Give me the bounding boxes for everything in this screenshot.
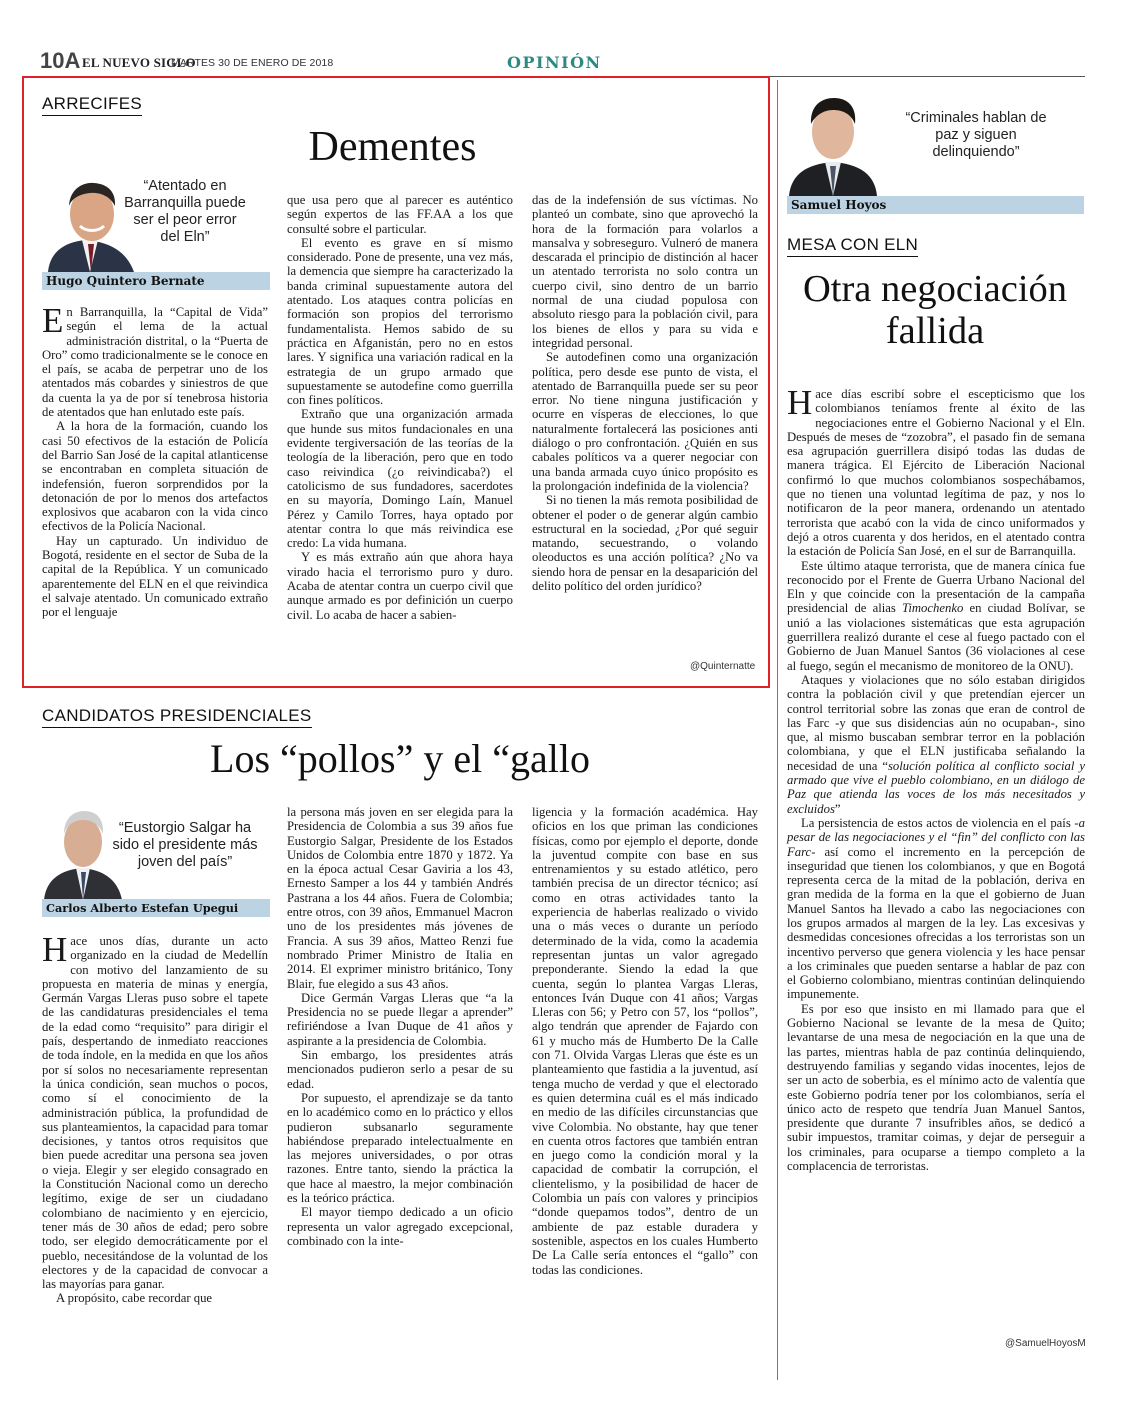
pull-quote: “Criminales hablan de paz y siguen delinquiendo” xyxy=(905,110,1047,160)
article2-column-2: la persona más joven en ser elegida para la Presidencia de Colombia a sus 39 años fue Eustorgio Salgar, Presidente de los Estados Unidos de Colombia entre 1870 y 1872. Ya en la época actual Cesar Gaviria a los 43, Ernesto Samper a los 44 y también Andrés Pastrana a los 44 años. Fuera de Colombia; entre otros, con 39 años, Emmanuel Macron uno de los presidentes más jóvenes de Francia. A sus 39 años, Matteo Renzi fue nombrado Primer Ministro de Italia en 2014. El exprimer ministro británico, Tony Blair, fue elegido a sus 43 años. Dice Germán Vargas Lleras que “a la Presidencia no se puede llegar a aprender” refiriéndose a Ivan Duque de 41 años y aspirante a la presidencia de Colombia. Sin embargo, los presidentes atrás mencionados pudieron serlo a pesar de su edad. Por supuesto, el aprendizaje se da tanto en lo académico como en lo práctico y ellos pudieron subsanarlo seguramente habiéndose preparado intelectualmente en las mejores universidades, o por otras razones. Entre tanto, siendo la práctica la que hace al maestro, la mejor combinación es la teórico práctica. El mayor tiempo dedicado a un oficio representa un valor agregado excepcional, combinado con la inte- xyxy=(287,805,513,1248)
article3-kicker: MESA CON ELN xyxy=(787,235,918,257)
author-handle: @SamuelHoyosM xyxy=(1005,1338,1086,1349)
drop-cap: H xyxy=(42,930,68,969)
article1-column-1: En Barranquilla, la “Capital de Vida” según el lema de la actual administración distrital, o la “Puerta de Oro” como tradicionalmente se le conoce en el país, se acaba de perpetrar uno de los atentados más cobardes y siniestros de que da cuenta la ya de por sí tenebrosa historia de atentados que han enlutado este país. A la hora de la formación, cuando los casi 50 efectivos de la estación de Policía del Barrio San José de la capital atlanticense se encontraban en completa situación de indefensión, fueron sorprendidos por la detonación de por lo menos dos artefactos explosivos que acabaron con la vida cinco efectivos de la Policía Nacional. Hay un capturado. Un individuo de Bogotá, residente en el sector de Suba de la capital de la República. Y un comunicado aparentemente del ELN en el que reivindica el salvaje atentado. Un comunicado extraño por el lenguaje xyxy=(42,301,268,620)
page-number: 10A xyxy=(40,48,81,73)
author-name: Carlos Alberto Estefan Upegui xyxy=(42,899,270,917)
author-name: Hugo Quintero Bernate xyxy=(42,272,270,290)
column-divider xyxy=(777,80,778,1380)
article2-title: Los “pollos” y el “gallo xyxy=(210,736,590,781)
author-name: Samuel Hoyos xyxy=(787,196,1084,214)
article1-column-2: que usa pero que al parecer es auténtico según expertos de las FF.AA a los que consulté sobre el particular. El evento es grave en sí mismo considerado. Pone de presente, una vez más, la demencia que siempre ha caracterizado la banda criminal supuestamente autora del atentado. Los ataques contra policías en formación son propios del terrorismo fundamentalista. Hemos sabido de su práctica en Afganistán, pero no en estos lares. Y significa una variación radical en la estrategia de un grupo armado que supuestamente se autodefine como guerrilla con fines políticos. Extraño que una organización armada que hunde sus mitos fundacionales en una evidente tergiversación de las teorías de la teología de la liberación, pero que en todo caso reivindica (¿o reivindicaba?) el catolicismo de sus fundadores, sacerdotes en su mayoría, Domingo Laín, Manuel Pérez y Camilo Torres, haya optado por atentar contra lo que más reivindica ese credo: La vida humana. Y es más extraño aún que ahora haya virado hacia el terrorismo puro y duro. Acaba de atentar contra un cuerpo civil que aunque armado es por definición un cuerpo civil. Lo acaba de hacer a sabien- xyxy=(287,193,513,622)
issue-date: MARTES 30 DE ENERO DE 2018 xyxy=(171,57,334,69)
section-title: OPINIÓN xyxy=(507,53,602,72)
author-handle: @Quinternatte xyxy=(690,661,756,672)
article3-body: Hace días escribí sobre el escepticismo que los colombianos teníamos frente al éxito de las negociaciones entre el Gobierno Nacional y el Eln. Después de meses de “zozobra”, el pasado fin de semana esa agrupación guerrillera disipó todas las dudas de manera trágica. El Ejército de Liberación Nacional confirmó lo que muchos colombianos sospechábamos, que no tienen una voluntad legítima de paz, y nos lo notificaron de la peor manera, ordenando un atentado terrorista que acabó con la vida de cinco uniformados y dejó a otros cuarenta y dos heridos, en el atentado contra la estación de Policía San José, en el sur de Barranquilla. Este último ataque terrorista, que de manera cínica fue reconocido por el Frente de Guerra Urbano Nacional del Eln y que coincide con la presentación de la campaña presidencial de alias Timochenko en ciudad Bolívar, se unió a las violaciones sistemáticas que esta agrupación guerrillera realizó durante el cese al fuego pactado con el Gobierno de Juan Manuel Santos (36 violaciones al cese al fuego, según el mecanismo de monitoreo de la ONU). Ataques y violaciones que no sólo estaban dirigidos contra la población civil y que pretendían ejercer un control territorial sobre las zonas que eran de control de las Farc -y que sus disidencias aún no ocupaban-, sino que, al mismo buscaban sembrar terror en la población colombiana, y que el ELN justificaba señalando la necesidad de una “solución política al conflicto social y armado que vive el pueblo colombiano, en un diálogo de Paz que atienda las voces de los más necesitados y excluidos” La persistencia de estos actos de violencia en el país -a pesar de las negociaciones y el “fin” del conflicto con las Farc- así como el incremento en la percepción de inseguridad que tienen los colombianos, y que en Bogotá representa cerca de la mitad de la población, deriva en gran medida de la forma en la que el gobierno de Juan Manuel Santos ha llevado a cabo las negociaciones con los grupos armados al margen de la ley. Las excesivas y desmedidas concesiones ofrecidas a los terroristas son un incentivo perverso que genera violencia y les hace pensar a los criminales que pueden sentarse a hablar de paz con el Gobierno colombiano, mientras continúan delinquiendo impunemente. Es por eso que insisto en mi llamado para que el Gobierno Nacional se levante de la mesa de Quito; levantarse de una mesa de negociación en la que una de las partes, mientras habla de paz continúa delinquiendo, destruyendo familias y segando vidas inocentes, lejos de ser un acto de soberbia, es el mínimo acto de valentía que este Gobierno podría tener por los colombianos, sería el único acto de respeto que tendría Juan Manuel Santos, presidente que durante 7 insufribles años, se dedicó a subir impuestos, tramitar coimas, y dejar de perseguir a los criminales, para ocuparse a tiempo completo a la complacencia de terroristas. xyxy=(787,383,1085,1174)
drop-cap: E xyxy=(42,301,64,340)
article1-column-3: das de la indefensión de sus víctimas. No planteó un combate, sino que aprovechó la hora de la formación para volarlos a mansalva y sobreseguro. Vulneró de manera descarada el principio de distinción al hacer un atentado terrorista no solo contra un cuerpo civil, sino dentro de un barrio normal de una ciudad populosa con absoluto riesgo para la población civil, para los bienes de ellos y para su vida e integridad personal. Se autodefinen como una organización política, pero desde ese punto de vista, el atentado de Barranquilla puede ser su peor error. No tiene ninguna justificación y ocurre en vísperas de elecciones, lo que naturalmente fortalecerá las posiciones anti diálogo o pro confrontación. ¿Quién en sus cabales políticos va a querer negociar con una banda armada cuyo único propósito es la prolongación indefinida de la violencia? Si no tienen la más remota posibilidad de obtener el poder o de generar algún cambio estructural en la sociedad, ¿Por qué seguir matando, secuestrando, o volando oleoductos es una acción política? ¿No va siendo hora de pensar en la desaparición del delito político del orden jurídico? xyxy=(532,193,758,594)
article1-kicker: ARRECIFES xyxy=(42,94,142,116)
article2-column-3: ligencia y la formación académica. Hay oficios en los que priman las condiciones físicas, como por ejemplo el deporte, donde la juventud compite con base en sus entrenamientos y su estado atlético, pero también precisa de un director técnico; así como en otras actividades tanto la experiencia de haberlas realizado o vivido una o más veces o durante un período determinado de la vida, como la academia representan juntas un valor agregado preponderante. Siendo la edad la que cuenta, según lo plantea Vargas Lleras, entonces Iván Duque con 41 años; Vargas Lleras con 56; y Petro con 57, los “pollos”, algo tendrán que aprender de Fajardo con 61 y mucho más de Humberto De la Calle con 71. Olvida Vargas Lleras que éste es un planteamiento que fastidia a la juventud, así tenga mucho de verdad y que el electorado es quien determina cuál es el más indicado en medio de las difíciles circunstancias que vive Colombia. No obstante, hay que tener en cuenta otros factores que también entran en juego como la condición moral y la capacidad de combatir la corrupción, el clientelismo, y la posibilidad de hacer de Colombia un país con valores y principios “donde quepamos todos”, dentro de un ambiente de paz estable duradera y sostenible, aspectos en los cuales Humberto De La Calle sería entonces el “gallo” con todas las condiciones. xyxy=(532,805,758,1277)
article2-kicker: CANDIDATOS PRESIDENCIALES xyxy=(42,706,312,728)
newspaper-name: EL NUEVO SIGLO xyxy=(82,55,196,70)
drop-cap: H xyxy=(787,383,813,422)
pull-quote: “Atentado en Barranquilla puede ser el peor error del Eln” xyxy=(124,178,246,245)
pull-quote: “Eustorgio Salgar ha sido el presidente más joven del país” xyxy=(112,820,258,870)
author-photo xyxy=(787,94,879,196)
article1-title: Dementes xyxy=(308,124,477,170)
article2-column-1: Hace unos días, durante un acto organizado en la ciudad de Medellín con motivo del lanzamiento de su propuesta en materia de minas y energía, Germán Vargas Lleras puso sobre el tapete de las candidaturas presidenciales el tema de la edad como “requisito” para dirigir el país, despertando de inmediato reacciones de toda índole, en la medida en que los años por sí solos no necesariamente representan la única condición, sean muchos o pocos, como sí el conocimiento de la administración pública, la profundidad de sus planteamientos, la capacidad para tomar decisiones, y tantos otros requisitos que bien puede acreditar una persona sea joven o vieja. Elegir y ser elegido consagrado en la Constitución Nacional como un derecho legítimo, exige de ser un ciudadano colombiano de nacimiento y en ejercicio, tener más de 30 años de edad; pero sobre todo, ser elegido democráticamente por el pueblo, necesitándose de la voluntad de los electores y de la capacidad de convocar a las mayorías para ganar. A propósito, cabe recordar que xyxy=(42,930,268,1306)
article3-title: Otra negociación fallida xyxy=(802,268,1068,353)
